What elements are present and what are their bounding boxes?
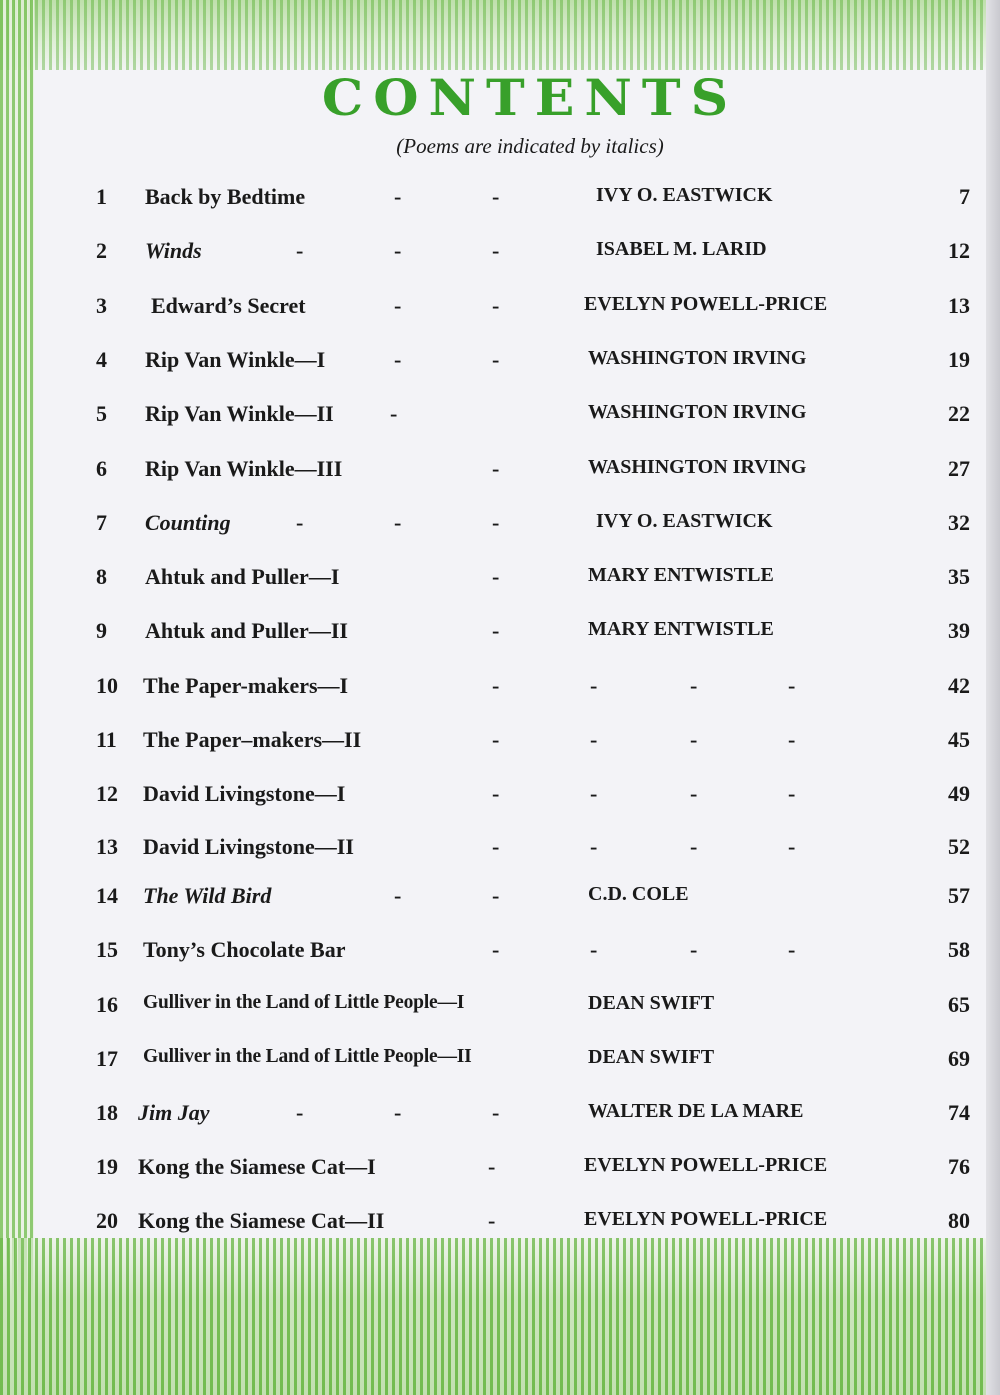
toc-entry [0, 510, 1000, 540]
entry-author: WALTER DE LA MARE [588, 1100, 804, 1122]
entry-number: 18 [96, 1100, 118, 1125]
leader-dash: - [492, 618, 500, 643]
entry-page-number: 57 [948, 883, 970, 908]
entry-title: David Livingstone—I [143, 781, 346, 806]
entry-number: 4 [96, 347, 107, 372]
leader-dash: - [492, 238, 500, 263]
leader-dash: - [492, 673, 500, 698]
toc-entry [0, 883, 1000, 913]
leader-dash: - [492, 834, 500, 859]
leader-dash: - [492, 1100, 500, 1125]
entry-number: 11 [96, 727, 117, 752]
entry-number: 1 [96, 184, 107, 209]
toc-entry [0, 781, 1000, 811]
entry-title: Rip Van Winkle—III [145, 456, 343, 481]
entry-page-number: 13 [948, 293, 970, 318]
leader-dash: - [296, 1100, 304, 1125]
leader-dash: - [492, 184, 500, 209]
leader-dash: - [590, 834, 598, 859]
leader-dash: - [590, 937, 598, 962]
entry-author: MARY ENTWISTLE [588, 618, 774, 640]
entry-title: Counting [145, 510, 231, 535]
entry-author: C.D. COLE [588, 883, 689, 905]
entry-page-number: 69 [948, 1046, 970, 1071]
leader-dash: - [394, 347, 402, 372]
leader-dash: - [488, 1154, 496, 1179]
toc-entry [0, 293, 1000, 323]
entry-title: Gulliver in the Land of Little People—I [143, 992, 465, 1013]
toc-entry [0, 673, 1000, 703]
leader-dash: - [788, 781, 796, 806]
entry-title: Gulliver in the Land of Little People—II [143, 1046, 472, 1067]
entry-number: 10 [96, 673, 118, 698]
entry-number: 9 [96, 618, 107, 643]
toc-entry [0, 618, 1000, 648]
entry-title: The Paper–makers—II [143, 727, 362, 752]
leader-dash: - [690, 781, 698, 806]
leader-dash: - [488, 1208, 496, 1233]
toc-entry [0, 564, 1000, 594]
entry-number: 15 [96, 937, 118, 962]
leader-dash: - [296, 238, 304, 263]
entry-author: EVELYN POWELL-PRICE [584, 1208, 828, 1230]
leader-dash: - [788, 727, 796, 752]
toc-entry [0, 992, 1000, 1022]
leader-dash: - [492, 727, 500, 752]
leader-dash: - [492, 456, 500, 481]
toc-entry [0, 1100, 1000, 1130]
entry-title: David Livingstone—II [143, 834, 354, 859]
leader-dash: - [492, 347, 500, 372]
entry-author: EVELYN POWELL-PRICE [584, 293, 828, 315]
leader-dash: - [690, 834, 698, 859]
entry-page-number: 49 [948, 781, 970, 806]
entry-title: Kong the Siamese Cat—II [138, 1208, 385, 1233]
entry-page-number: 52 [948, 834, 970, 859]
decorative-leaf-border-top [0, 0, 1000, 70]
entry-number: 7 [96, 510, 107, 535]
leader-dash: - [492, 510, 500, 535]
entry-number: 20 [96, 1208, 118, 1233]
entry-author: ISABEL M. LARID [596, 238, 767, 260]
entry-title: Rip Van Winkle—II [145, 401, 334, 426]
leader-dash: - [492, 781, 500, 806]
entry-page-number: 45 [948, 727, 970, 752]
leader-dash: - [296, 510, 304, 535]
entry-number: 13 [96, 834, 118, 859]
entry-number: 8 [96, 564, 107, 589]
toc-entry [0, 937, 1000, 967]
leader-dash: - [492, 883, 500, 908]
entry-title: Ahtuk and Puller—II [145, 618, 348, 643]
leader-dash: - [394, 184, 402, 209]
entry-page-number: 39 [948, 618, 970, 643]
toc-entry [0, 1046, 1000, 1076]
entry-title: Rip Van Winkle—I [145, 347, 326, 372]
entry-author: DEAN SWIFT [588, 1046, 715, 1068]
entry-author: WASHINGTON IRVING [588, 456, 807, 478]
entry-number: 17 [96, 1046, 118, 1071]
entry-number: 16 [96, 992, 118, 1017]
entry-page-number: 7 [959, 184, 970, 209]
leader-dash: - [788, 834, 796, 859]
subtitle-note: (Poems are indicated by italics) [396, 134, 664, 158]
leader-dash: - [590, 673, 598, 698]
entry-page-number: 27 [948, 456, 970, 481]
entry-number: 14 [96, 883, 118, 908]
toc-entry [0, 401, 1000, 431]
entry-author: WASHINGTON IRVING [588, 347, 807, 369]
entry-number: 12 [96, 781, 118, 806]
leader-dash: - [492, 293, 500, 318]
entry-title: Tony’s Chocolate Bar [143, 937, 346, 962]
leader-dash: - [394, 883, 402, 908]
entry-number: 19 [96, 1154, 118, 1179]
entry-title: Kong the Siamese Cat—I [138, 1154, 376, 1179]
decorative-leaf-border-bottom [0, 1238, 1000, 1395]
entry-page-number: 65 [948, 992, 970, 1017]
entry-title: Edward’s Secret [151, 293, 306, 318]
leader-dash: - [590, 781, 598, 806]
entry-page-number: 19 [948, 347, 970, 372]
entry-number: 6 [96, 456, 107, 481]
leader-dash: - [690, 937, 698, 962]
entry-title: Jim Jay [138, 1100, 210, 1125]
entry-page-number: 76 [948, 1154, 970, 1179]
entry-author: EVELYN POWELL-PRICE [584, 1154, 828, 1176]
toc-entry [0, 834, 1000, 864]
toc-entry [0, 456, 1000, 486]
entry-page-number: 58 [948, 937, 970, 962]
toc-entry [0, 727, 1000, 757]
entry-author: IVY O. EASTWICK [596, 510, 773, 532]
entry-page-number: 35 [948, 564, 970, 589]
entry-title: The Paper-makers—I [143, 673, 349, 698]
entry-number: 3 [96, 293, 107, 318]
entry-title: Ahtuk and Puller—I [145, 564, 340, 589]
leader-dash: - [394, 510, 402, 535]
entry-title: Winds [145, 238, 202, 263]
entry-page-number: 74 [948, 1100, 970, 1125]
toc-entry [0, 1208, 1000, 1238]
toc-entry [0, 347, 1000, 377]
leader-dash: - [788, 937, 796, 962]
leader-dash: - [590, 727, 598, 752]
entry-author: WASHINGTON IRVING [588, 401, 807, 423]
toc-entry [0, 184, 1000, 214]
entry-page-number: 32 [948, 510, 970, 535]
leader-dash: - [394, 238, 402, 263]
entry-author: IVY O. EASTWICK [596, 184, 773, 206]
page-title: CONTENTS [321, 69, 739, 128]
leader-dash: - [492, 564, 500, 589]
entry-title: Back by Bedtime [145, 184, 306, 209]
leader-dash: - [390, 401, 398, 426]
entry-author: DEAN SWIFT [588, 992, 715, 1014]
entry-page-number: 42 [948, 673, 970, 698]
entry-number: 2 [96, 238, 107, 263]
leader-dash: - [788, 673, 796, 698]
toc-entry [0, 1154, 1000, 1184]
leader-dash: - [394, 1100, 402, 1125]
entry-page-number: 12 [948, 238, 970, 263]
toc-entry [0, 238, 1000, 268]
entry-page-number: 80 [948, 1208, 970, 1233]
entry-title: The Wild Bird [143, 883, 272, 908]
entry-page-number: 22 [948, 401, 970, 426]
leader-dash: - [690, 673, 698, 698]
leader-dash: - [690, 727, 698, 752]
leader-dash: - [394, 293, 402, 318]
entry-author: MARY ENTWISTLE [588, 564, 774, 586]
entry-number: 5 [96, 401, 107, 426]
leader-dash: - [492, 937, 500, 962]
